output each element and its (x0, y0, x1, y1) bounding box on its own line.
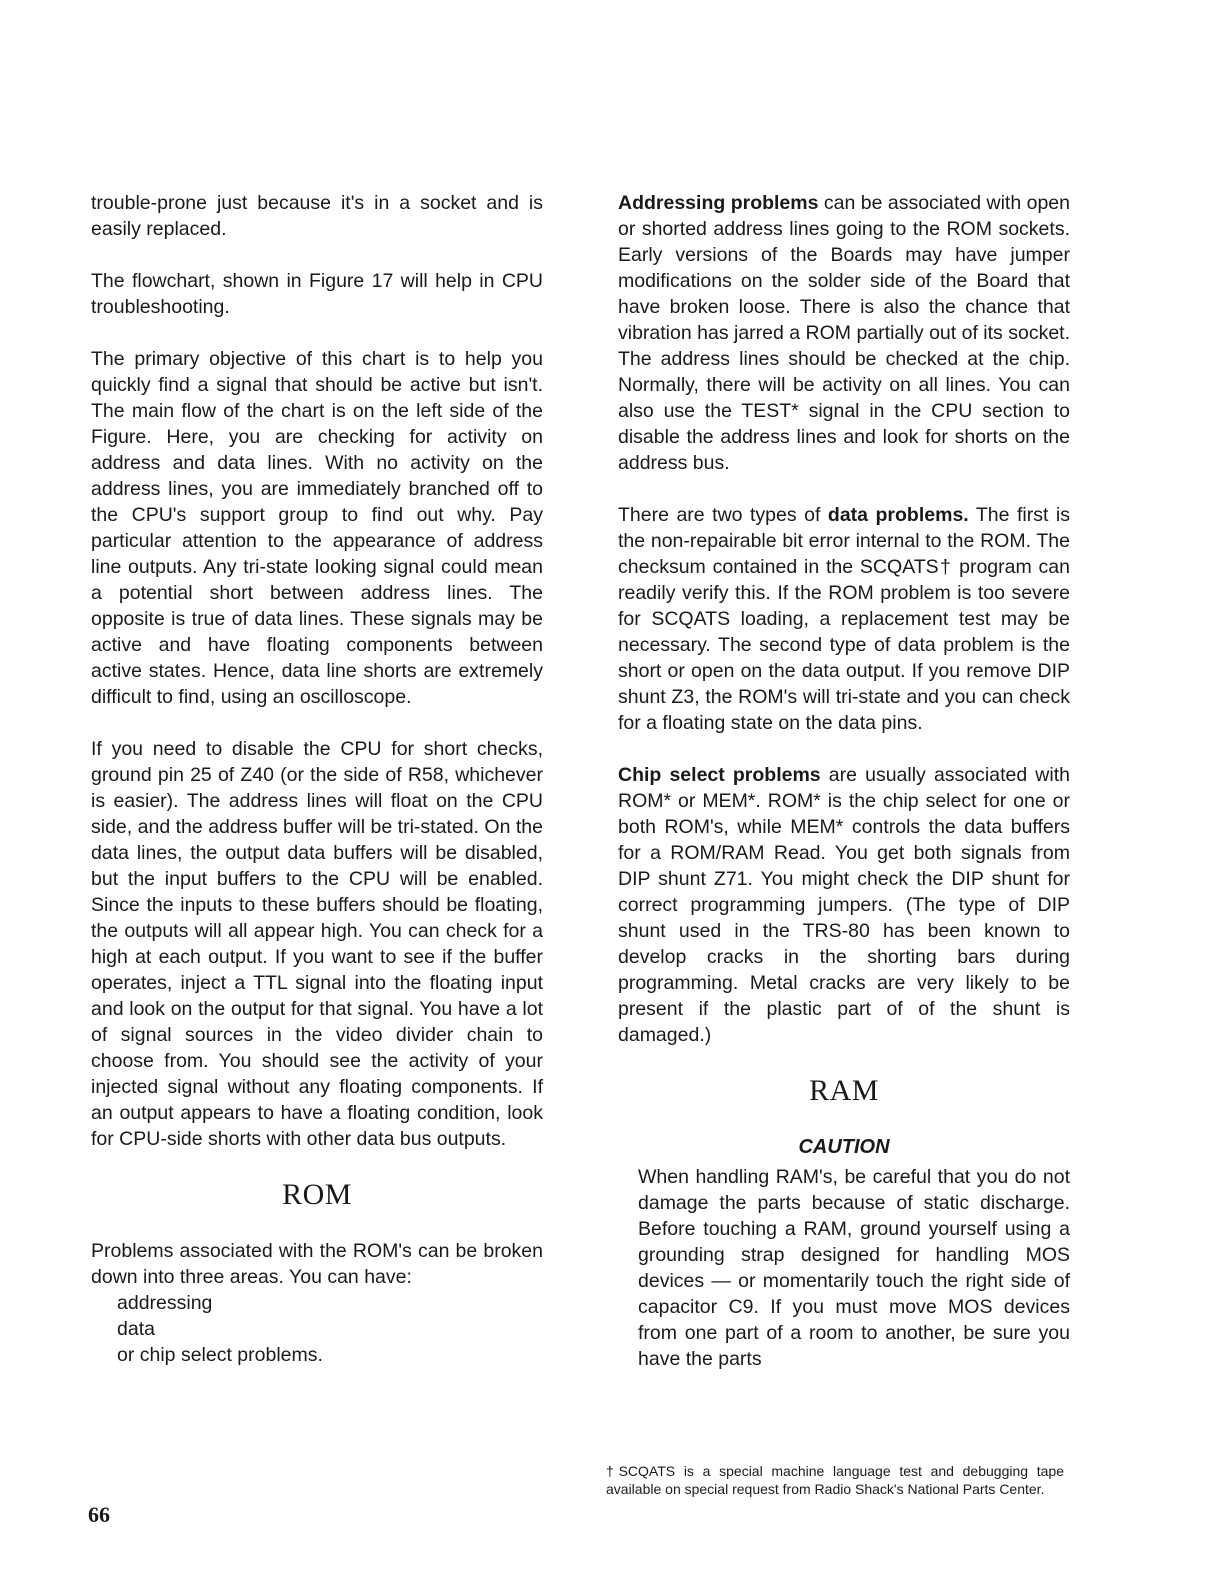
paragraph-objective: The primary objective of this chart is to help you quickly find a signal that should be active but isn't. The main flow of the chart is on the left side of the Figure. Here, you are checking for activity on address and data lines. With no activity on the address lines, you are immediately branched off to the CPU's support group to find out why. Pay particular attention to the appearance of address line outputs. Any tri-state looking signal could mean a potential short between address lines. The opposite is true of data lines. These signals may be active and have floating components between active states. Hence, data line shorts are extremely difficult to find, using an oscilloscope. (91, 348, 543, 708)
caution-text: When handling RAM's, be careful that you do not damage the parts because of static discharge. Before touching a RAM, ground yourself using a grounding strap designed for handling MOS devices — or momentarily touch the right side of capacitor C9. If you must move MOS devices from one part of a room to another, be sure you have the parts (638, 1166, 1070, 1370)
chip-lead: Chip select problems (618, 764, 821, 786)
list-item: or chip select problems. (117, 1344, 323, 1366)
list-item: addressing (117, 1292, 213, 1314)
paragraph-intro: trouble-prone just because it's in a socket and is easily replaced. (91, 192, 543, 240)
paragraph-data-problems (618, 502, 1070, 736)
left-column (91, 190, 543, 1368)
addressing-text: can be associated with open or shorted address lines going to the ROM sockets. Early versions of the Boards may have jumper modifications on the solder side of the Board that have broken loose. There is also the chance that vibration has jarred a ROM partially out of its socket. The address lines should be checked at the chip. Normally, there will be activity on all lines. You can also use the TEST* signal in the CPU section to disable the address lines and look for shorts on the address bus. (618, 192, 1070, 474)
paragraph-flowchart: The flowchart, shown in Figure 17 will help in CPU troubleshooting. (91, 270, 543, 318)
list-item: data (117, 1318, 155, 1340)
data-lead: data problems. (827, 504, 969, 526)
data-text: The first is the non-repairable bit error internal to the ROM. The checksum contained in the SCQATS† program can readily verify this. If the ROM problem is too severe for SCQATS loading, a replacement test may be necessary. The second type of data problem is the short or open on the data output. If you remove DIP shunt Z3, the ROM's will tri-state and you can check for a floating state on the data pins. (618, 504, 1070, 734)
addressing-lead: Addressing problems (618, 192, 819, 214)
page-number: 66 (88, 1502, 110, 1527)
footnote: †SCQATS is a special machine language test and debugging tape available on special request from Radio Shack's National Parts Center. (606, 1463, 1064, 1497)
paragraph-rom-intro: Problems associated with the ROM's can be broken down into three areas. You can have: (91, 1240, 543, 1288)
ram-section-title: RAM (809, 1074, 879, 1107)
paragraph-disable-cpu: If you need to disable the CPU for short checks, ground pin 25 of Z40 (or the side of R58, whichever is easier). The address lines will float on the CPU side, and the address buffer will be tri-stated. On the data lines, the output data buffers will be disabled, but the input buffers to the CPU will be enabled. Since the inputs to these buffers should be floating, the outputs will all appear high. You can check for a high at each output. If you want to see if the buffer operates, inject a TTL signal into the floating input and look on the output for that signal. You have a lot of signal sources in the video divider chain to choose from. You should see the activity of your injected signal without any floating components. If an output appears to have a floating condition, look for CPU-side shorts with other data bus outputs. (91, 738, 543, 1150)
rom-problem-list (117, 1290, 543, 1368)
chip-text: are usually associated with ROM* or MEM*. ROM* is the chip select for one or both ROM's, while MEM* controls the data buffers for a ROM/RAM Read. You get both signals from DIP shunt Z71. You might check the DIP shunt for correct programming jumpers. (The type of DIP shunt used in the TRS-80 has been known to develop cracks in the shorting bars during programming. Metal cracks are very likely to be present if the plastic part of of the shunt is damaged.) (618, 764, 1070, 1046)
paragraph-addressing (618, 190, 1070, 476)
data-pre: There are two types of (618, 504, 828, 526)
rom-section-title: ROM (282, 1178, 352, 1211)
caution-heading: CAUTION (798, 1136, 890, 1158)
right-column (618, 190, 1070, 1372)
paragraph-chip-select (618, 762, 1070, 1048)
